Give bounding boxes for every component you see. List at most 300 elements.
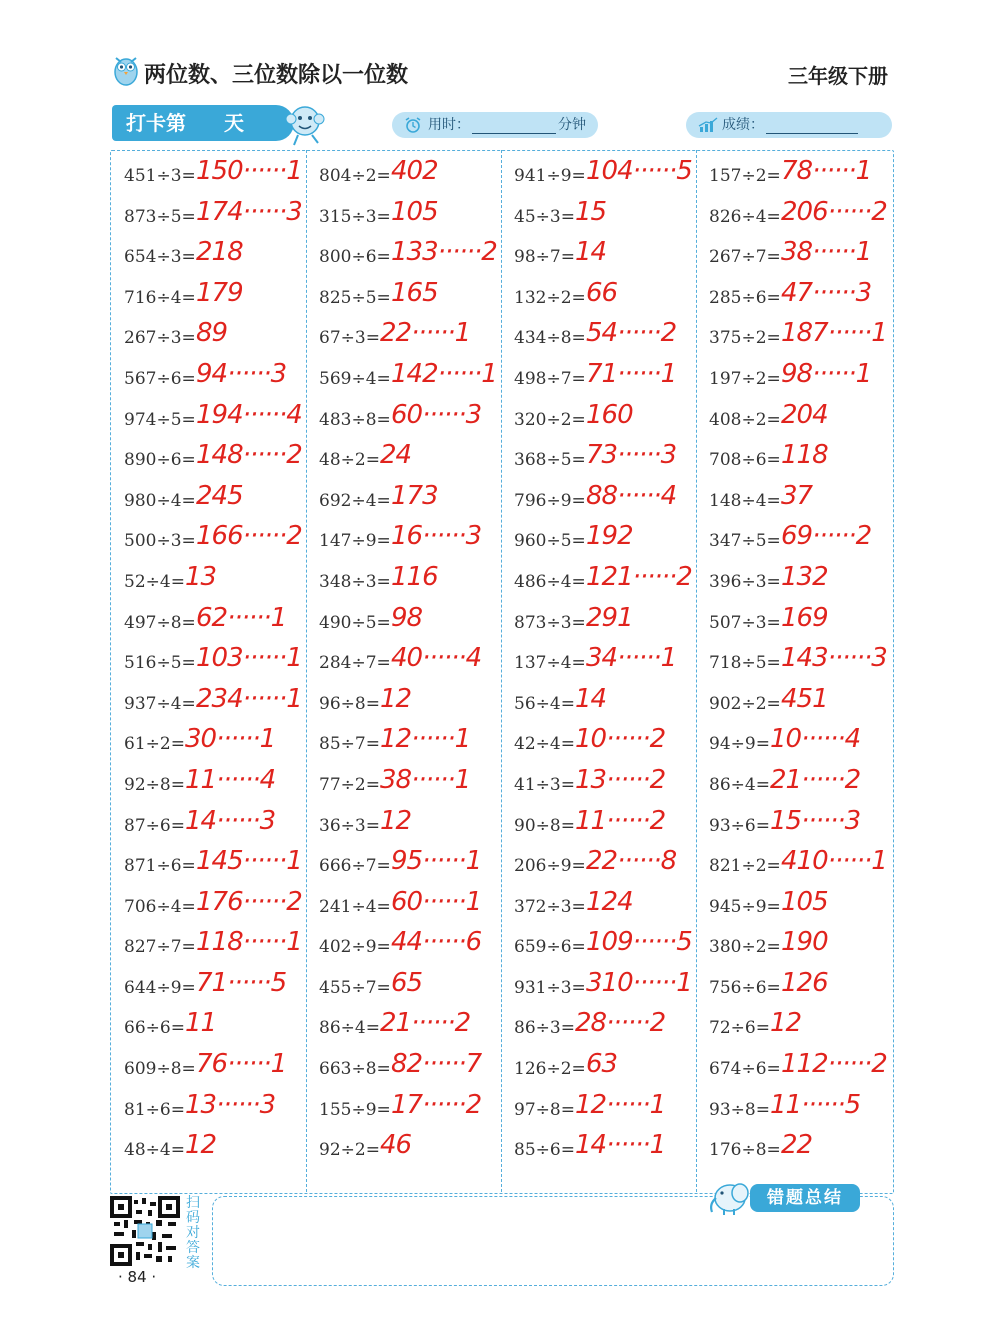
handwritten-answer: 132 bbox=[781, 561, 828, 592]
division-question: 507÷3= bbox=[709, 612, 781, 633]
exercise-row bbox=[307, 805, 501, 849]
exercise-row bbox=[307, 848, 501, 889]
division-question: 176÷8= bbox=[709, 1140, 781, 1161]
division-question: 41÷3= bbox=[514, 774, 575, 795]
handwritten-answer: 60······1 bbox=[391, 886, 482, 917]
division-question: 756÷6= bbox=[709, 977, 781, 998]
division-question: 937÷4= bbox=[124, 693, 196, 714]
time-label: 用时： bbox=[428, 117, 470, 133]
handwritten-answer: 11······2 bbox=[575, 805, 666, 836]
exercise-row bbox=[307, 277, 501, 321]
exercise-row bbox=[307, 358, 501, 402]
exercise-row bbox=[502, 726, 696, 767]
division-question: 980÷4= bbox=[124, 490, 196, 511]
division-question: 56÷4= bbox=[514, 693, 575, 714]
monkey-mascot-icon bbox=[282, 101, 328, 147]
division-question: 931÷3= bbox=[514, 977, 586, 998]
handwritten-answer: 234······1 bbox=[196, 683, 302, 714]
exercise-row bbox=[307, 1132, 501, 1173]
owl-mascot-icon bbox=[112, 52, 140, 86]
bar-chart-icon bbox=[698, 117, 718, 133]
division-question: 483÷8= bbox=[319, 409, 391, 430]
division-question: 267÷7= bbox=[709, 247, 781, 268]
handwritten-answer: 15 bbox=[575, 196, 607, 227]
handwritten-answer: 187······1 bbox=[781, 318, 887, 349]
handwritten-answer: 173 bbox=[391, 480, 438, 511]
exercise-row bbox=[112, 683, 306, 727]
handwritten-answer: 12······1 bbox=[380, 724, 471, 755]
exercise-row bbox=[112, 805, 306, 849]
page-title: 两位数、三位数除以一位数 bbox=[144, 63, 409, 88]
exercise-row bbox=[112, 239, 306, 280]
exercise-row bbox=[307, 196, 501, 240]
handwritten-answer: 105 bbox=[391, 196, 438, 227]
exercise-row bbox=[502, 848, 696, 889]
handwritten-answer: 13 bbox=[185, 561, 217, 592]
exercise-row bbox=[112, 399, 306, 443]
handwritten-answer: 71······5 bbox=[196, 967, 287, 998]
exercise-row bbox=[307, 645, 501, 686]
exercise-row bbox=[112, 1132, 306, 1173]
division-question: 455÷7= bbox=[319, 977, 391, 998]
exercise-row bbox=[307, 561, 501, 605]
exercise-row bbox=[697, 523, 891, 564]
handwritten-answer: 15······3 bbox=[770, 805, 861, 836]
exercise-row bbox=[697, 683, 891, 727]
division-question: 375÷2= bbox=[709, 328, 781, 349]
exercise-row bbox=[697, 320, 891, 361]
handwritten-answer: 95······1 bbox=[391, 846, 482, 877]
exercise-row bbox=[502, 645, 696, 686]
handwritten-answer: 145······1 bbox=[196, 846, 302, 877]
handwritten-answer: 10······2 bbox=[575, 724, 666, 755]
exercise-row bbox=[502, 239, 696, 280]
division-question: 368÷5= bbox=[514, 450, 586, 471]
handwritten-answer: 109······5 bbox=[586, 927, 692, 958]
exercise-row bbox=[502, 442, 696, 483]
exercise-row bbox=[697, 805, 891, 849]
exercise-row bbox=[502, 886, 696, 930]
handwritten-answer: 22······1 bbox=[380, 318, 471, 349]
division-question: 267÷3= bbox=[124, 328, 196, 349]
division-question: 86÷4= bbox=[319, 1018, 380, 1039]
division-question: 155÷9= bbox=[319, 1099, 391, 1120]
handwritten-answer: 28······2 bbox=[575, 1008, 666, 1039]
division-question: 396÷3= bbox=[709, 571, 781, 592]
division-question: 93÷6= bbox=[709, 815, 770, 836]
division-question: 90÷8= bbox=[514, 815, 575, 836]
division-question: 42÷4= bbox=[514, 734, 575, 755]
handwritten-answer: 13······2 bbox=[575, 764, 666, 795]
exercise-row bbox=[502, 561, 696, 605]
division-question: 284÷7= bbox=[319, 653, 391, 674]
division-question: 674÷6= bbox=[709, 1059, 781, 1080]
division-question: 451÷3= bbox=[124, 166, 196, 186]
exercise-row bbox=[697, 1132, 891, 1173]
division-question: 498÷7= bbox=[514, 368, 586, 389]
handwritten-answer: 160 bbox=[586, 399, 633, 430]
division-question: 402÷9= bbox=[319, 937, 391, 958]
division-question: 132÷2= bbox=[514, 287, 586, 308]
division-question: 86÷3= bbox=[514, 1018, 575, 1039]
handwritten-answer: 21······2 bbox=[380, 1008, 471, 1039]
handwritten-answer: 44······6 bbox=[391, 927, 482, 958]
mistake-summary-tag: 错题总结 bbox=[750, 1184, 860, 1212]
exercise-row bbox=[112, 158, 306, 199]
division-question: 644÷9= bbox=[124, 977, 196, 998]
division-question: 941÷9= bbox=[514, 166, 586, 186]
handwritten-answer: 165 bbox=[391, 277, 438, 308]
handwritten-answer: 12······1 bbox=[575, 1089, 666, 1120]
handwritten-answer: 73······3 bbox=[586, 440, 677, 471]
exercise-row bbox=[112, 967, 306, 1011]
scan-for-answers-label: 扫码对答案 bbox=[186, 1195, 200, 1271]
score-pill bbox=[686, 112, 892, 138]
exercise-row bbox=[697, 886, 891, 930]
handwritten-answer: 112······2 bbox=[781, 1049, 887, 1080]
division-question: 348÷3= bbox=[319, 571, 391, 592]
handwritten-answer: 116 bbox=[391, 561, 438, 592]
handwritten-answer: 16······3 bbox=[391, 521, 482, 552]
handwritten-answer: 118 bbox=[781, 440, 828, 471]
handwritten-answer: 11······4 bbox=[185, 764, 276, 795]
division-question: 873÷3= bbox=[514, 612, 586, 633]
handwritten-answer: 133······2 bbox=[391, 237, 497, 268]
division-question: 92÷8= bbox=[124, 774, 185, 795]
handwritten-answer: 37 bbox=[781, 480, 813, 511]
time-used-pill bbox=[392, 112, 598, 138]
score-label: 成绩： bbox=[722, 117, 764, 133]
exercise-row bbox=[697, 764, 891, 808]
division-question: 157÷2= bbox=[709, 166, 781, 186]
handwritten-answer: 206······2 bbox=[781, 196, 887, 227]
division-question: 85÷6= bbox=[514, 1140, 575, 1161]
qr-code[interactable] bbox=[110, 1196, 180, 1266]
exercise-row bbox=[112, 1010, 306, 1051]
handwritten-answer: 78······1 bbox=[781, 156, 872, 186]
exercise-row bbox=[307, 523, 501, 564]
handwritten-answer: 88······4 bbox=[586, 480, 677, 511]
division-question: 800÷6= bbox=[319, 247, 391, 268]
exercise-column-4 bbox=[697, 158, 891, 1173]
exercise-row bbox=[307, 239, 501, 280]
exercise-row bbox=[307, 480, 501, 524]
division-question: 36÷3= bbox=[319, 815, 380, 836]
exercise-row bbox=[697, 442, 891, 483]
handwritten-answer: 245 bbox=[196, 480, 243, 511]
division-question: 45÷3= bbox=[514, 206, 575, 227]
division-question: 708÷6= bbox=[709, 450, 781, 471]
exercise-row bbox=[307, 683, 501, 727]
exercise-row bbox=[307, 967, 501, 1011]
exercise-row bbox=[697, 602, 891, 646]
exercise-row bbox=[502, 158, 696, 199]
exercise-row bbox=[697, 1010, 891, 1051]
division-question: 516÷5= bbox=[124, 653, 196, 674]
division-question: 826÷4= bbox=[709, 206, 781, 227]
division-question: 804÷2= bbox=[319, 166, 391, 186]
handwritten-answer: 179 bbox=[196, 277, 243, 308]
exercise-row bbox=[112, 848, 306, 889]
handwritten-answer: 194······4 bbox=[196, 399, 302, 430]
elephant-mascot-icon bbox=[706, 1176, 752, 1216]
division-question: 890÷6= bbox=[124, 450, 196, 471]
exercise-row bbox=[112, 886, 306, 930]
exercise-row bbox=[307, 602, 501, 646]
handwritten-answer: 24 bbox=[380, 440, 412, 471]
exercise-row bbox=[307, 1010, 501, 1051]
exercise-row bbox=[502, 399, 696, 443]
exercise-row bbox=[502, 320, 696, 361]
exercise-row bbox=[307, 442, 501, 483]
division-question: 320÷2= bbox=[514, 409, 586, 430]
division-question: 825÷5= bbox=[319, 287, 391, 308]
exercise-row bbox=[307, 929, 501, 970]
grade-label: 三年级下册 bbox=[788, 64, 888, 88]
handwritten-answer: 410······1 bbox=[781, 846, 887, 877]
handwritten-answer: 30······1 bbox=[185, 724, 276, 755]
handwritten-answer: 12 bbox=[380, 805, 412, 836]
division-question: 206÷9= bbox=[514, 856, 586, 877]
exercise-row bbox=[112, 1089, 306, 1133]
handwritten-answer: 10······4 bbox=[770, 724, 861, 755]
division-question: 706÷4= bbox=[124, 896, 196, 917]
handwritten-answer: 12 bbox=[185, 1130, 217, 1161]
handwritten-answer: 169 bbox=[781, 602, 828, 633]
handwritten-answer: 71······1 bbox=[586, 358, 677, 389]
handwritten-answer: 118······1 bbox=[196, 927, 302, 958]
handwritten-answer: 11 bbox=[185, 1008, 217, 1039]
exercise-row bbox=[112, 277, 306, 321]
handwritten-answer: 166······2 bbox=[196, 521, 302, 552]
division-question: 821÷2= bbox=[709, 856, 781, 877]
division-question: 871÷6= bbox=[124, 856, 196, 877]
exercise-row bbox=[502, 277, 696, 321]
exercise-row bbox=[502, 523, 696, 564]
handwritten-answer: 76······1 bbox=[196, 1049, 287, 1080]
handwritten-answer: 63 bbox=[586, 1049, 618, 1080]
handwritten-answer: 66 bbox=[586, 277, 618, 308]
handwritten-answer: 94······3 bbox=[196, 358, 287, 389]
division-question: 408÷2= bbox=[709, 409, 781, 430]
handwritten-answer: 98 bbox=[391, 602, 423, 633]
division-question: 434÷8= bbox=[514, 328, 586, 349]
division-question: 347÷5= bbox=[709, 531, 781, 552]
division-question: 126÷2= bbox=[514, 1059, 586, 1080]
division-question: 497÷8= bbox=[124, 612, 196, 633]
exercise-row bbox=[697, 196, 891, 240]
exercise-row bbox=[307, 320, 501, 361]
exercise-row bbox=[697, 645, 891, 686]
time-blank[interactable] bbox=[472, 117, 556, 134]
exercise-row bbox=[112, 442, 306, 483]
handwritten-answer: 204 bbox=[781, 399, 828, 430]
handwritten-answer: 103······1 bbox=[196, 643, 302, 674]
exercise-row bbox=[697, 1051, 891, 1092]
exercise-row bbox=[697, 277, 891, 321]
division-question: 93÷8= bbox=[709, 1099, 770, 1120]
division-question: 285÷6= bbox=[709, 287, 781, 308]
exercise-row bbox=[307, 764, 501, 808]
division-question: 94÷9= bbox=[709, 734, 770, 755]
exercise-column-1 bbox=[112, 158, 306, 1173]
handwritten-answer: 47······3 bbox=[781, 277, 872, 308]
exercise-row bbox=[502, 967, 696, 1011]
handwritten-answer: 40······4 bbox=[391, 643, 482, 674]
handwritten-answer: 402 bbox=[391, 156, 438, 186]
division-question: 663÷8= bbox=[319, 1059, 391, 1080]
exercise-row bbox=[502, 683, 696, 727]
exercise-row bbox=[502, 1089, 696, 1133]
exercise-row bbox=[112, 523, 306, 564]
exercise-row bbox=[307, 1089, 501, 1133]
division-question: 500÷3= bbox=[124, 531, 196, 552]
division-question: 960÷5= bbox=[514, 531, 586, 552]
handwritten-answer: 176······2 bbox=[196, 886, 302, 917]
division-question: 66÷6= bbox=[124, 1018, 185, 1039]
handwritten-answer: 291 bbox=[586, 602, 633, 633]
handwritten-answer: 451 bbox=[781, 683, 828, 714]
handwritten-answer: 13······3 bbox=[185, 1089, 276, 1120]
division-question: 315÷3= bbox=[319, 206, 391, 227]
division-question: 902÷2= bbox=[709, 693, 781, 714]
exercise-row bbox=[697, 1089, 891, 1133]
exercise-row bbox=[112, 196, 306, 240]
handwritten-answer: 148······2 bbox=[196, 440, 302, 471]
division-question: 87÷6= bbox=[124, 815, 185, 836]
handwritten-answer: 14 bbox=[575, 237, 607, 268]
division-question: 147÷9= bbox=[319, 531, 391, 552]
exercise-row bbox=[112, 726, 306, 767]
division-question: 86÷4= bbox=[709, 774, 770, 795]
division-question: 827÷7= bbox=[124, 937, 196, 958]
exercise-row bbox=[697, 848, 891, 889]
exercise-row bbox=[502, 358, 696, 402]
handwritten-answer: 192 bbox=[586, 521, 633, 552]
handwritten-answer: 142······1 bbox=[391, 358, 497, 389]
division-question: 148÷4= bbox=[709, 490, 781, 511]
handwritten-answer: 105 bbox=[781, 886, 828, 917]
handwritten-answer: 38······1 bbox=[380, 764, 471, 795]
division-question: 81÷6= bbox=[124, 1099, 185, 1120]
exercise-row bbox=[502, 805, 696, 849]
exercise-row bbox=[502, 1132, 696, 1173]
handwritten-answer: 22······8 bbox=[586, 846, 677, 877]
handwritten-answer: 126 bbox=[781, 967, 828, 998]
handwritten-answer: 54······2 bbox=[586, 318, 677, 349]
handwritten-answer: 14······3 bbox=[185, 805, 276, 836]
division-question: 52÷4= bbox=[124, 571, 185, 592]
handwritten-answer: 14 bbox=[575, 683, 607, 714]
handwritten-answer: 12 bbox=[380, 683, 412, 714]
exercise-row bbox=[502, 1010, 696, 1051]
division-question: 380÷2= bbox=[709, 937, 781, 958]
division-question: 241÷4= bbox=[319, 896, 391, 917]
division-question: 659÷6= bbox=[514, 937, 586, 958]
handwritten-answer: 17······2 bbox=[391, 1089, 482, 1120]
exercise-row bbox=[697, 358, 891, 402]
exercise-row bbox=[112, 1051, 306, 1092]
exercise-row bbox=[307, 886, 501, 930]
exercise-row bbox=[112, 602, 306, 646]
division-question: 77÷2= bbox=[319, 774, 380, 795]
division-question: 48÷4= bbox=[124, 1140, 185, 1161]
exercise-row bbox=[112, 764, 306, 808]
exercise-row bbox=[112, 561, 306, 605]
division-question: 666÷7= bbox=[319, 856, 391, 877]
score-blank[interactable] bbox=[766, 117, 858, 134]
division-question: 716÷4= bbox=[124, 287, 196, 308]
division-question: 974÷5= bbox=[124, 409, 196, 430]
handwritten-answer: 89 bbox=[196, 318, 228, 349]
handwritten-answer: 98······1 bbox=[781, 358, 872, 389]
exercise-row bbox=[307, 158, 501, 199]
exercise-row bbox=[502, 480, 696, 524]
exercise-row bbox=[502, 929, 696, 970]
handwritten-answer: 46 bbox=[380, 1130, 412, 1161]
handwritten-answer: 11······5 bbox=[770, 1089, 861, 1120]
division-question: 718÷5= bbox=[709, 653, 781, 674]
division-question: 609÷8= bbox=[124, 1059, 196, 1080]
handwritten-answer: 65 bbox=[391, 967, 423, 998]
alarm-clock-icon bbox=[404, 117, 422, 133]
exercise-row bbox=[697, 158, 891, 199]
division-question: 72÷6= bbox=[709, 1018, 770, 1039]
exercise-row bbox=[112, 358, 306, 402]
handwritten-answer: 34······1 bbox=[586, 643, 677, 674]
handwritten-answer: 38······1 bbox=[781, 237, 872, 268]
division-question: 486÷4= bbox=[514, 571, 586, 592]
handwritten-answer: 82······7 bbox=[391, 1049, 482, 1080]
division-question: 654÷3= bbox=[124, 247, 196, 268]
exercise-row bbox=[502, 1051, 696, 1092]
division-question: 796÷9= bbox=[514, 490, 586, 511]
exercise-row bbox=[697, 239, 891, 280]
handwritten-answer: 21······2 bbox=[770, 764, 861, 795]
handwritten-answer: 124 bbox=[586, 886, 633, 917]
division-question: 67÷3= bbox=[319, 328, 380, 349]
handwritten-answer: 60······3 bbox=[391, 399, 482, 430]
handwritten-answer: 150······1 bbox=[196, 156, 302, 186]
exercise-row bbox=[112, 929, 306, 970]
handwritten-answer: 14······1 bbox=[575, 1130, 666, 1161]
division-question: 98÷7= bbox=[514, 247, 575, 268]
handwritten-answer: 143······3 bbox=[781, 643, 887, 674]
exercise-row bbox=[307, 726, 501, 767]
exercise-row bbox=[697, 726, 891, 767]
time-unit: 分钟 bbox=[558, 117, 586, 133]
exercise-row bbox=[502, 602, 696, 646]
exercise-row bbox=[697, 480, 891, 524]
division-question: 569÷4= bbox=[319, 368, 391, 389]
division-question: 873÷5= bbox=[124, 206, 196, 227]
handwritten-answer: 218 bbox=[196, 237, 243, 268]
division-question: 372÷3= bbox=[514, 896, 586, 917]
exercise-column-2 bbox=[307, 158, 501, 1173]
exercise-row bbox=[502, 764, 696, 808]
exercise-row bbox=[307, 1051, 501, 1092]
exercise-row bbox=[502, 196, 696, 240]
handwritten-answer: 22 bbox=[781, 1130, 813, 1161]
exercise-row bbox=[697, 929, 891, 970]
division-question: 97÷8= bbox=[514, 1099, 575, 1120]
handwritten-answer: 104······5 bbox=[586, 156, 692, 186]
exercise-row bbox=[697, 967, 891, 1011]
exercise-row bbox=[697, 399, 891, 443]
exercise-row bbox=[112, 320, 306, 361]
day-suffix: 天 bbox=[224, 111, 244, 135]
handwritten-answer: 12 bbox=[770, 1008, 802, 1039]
